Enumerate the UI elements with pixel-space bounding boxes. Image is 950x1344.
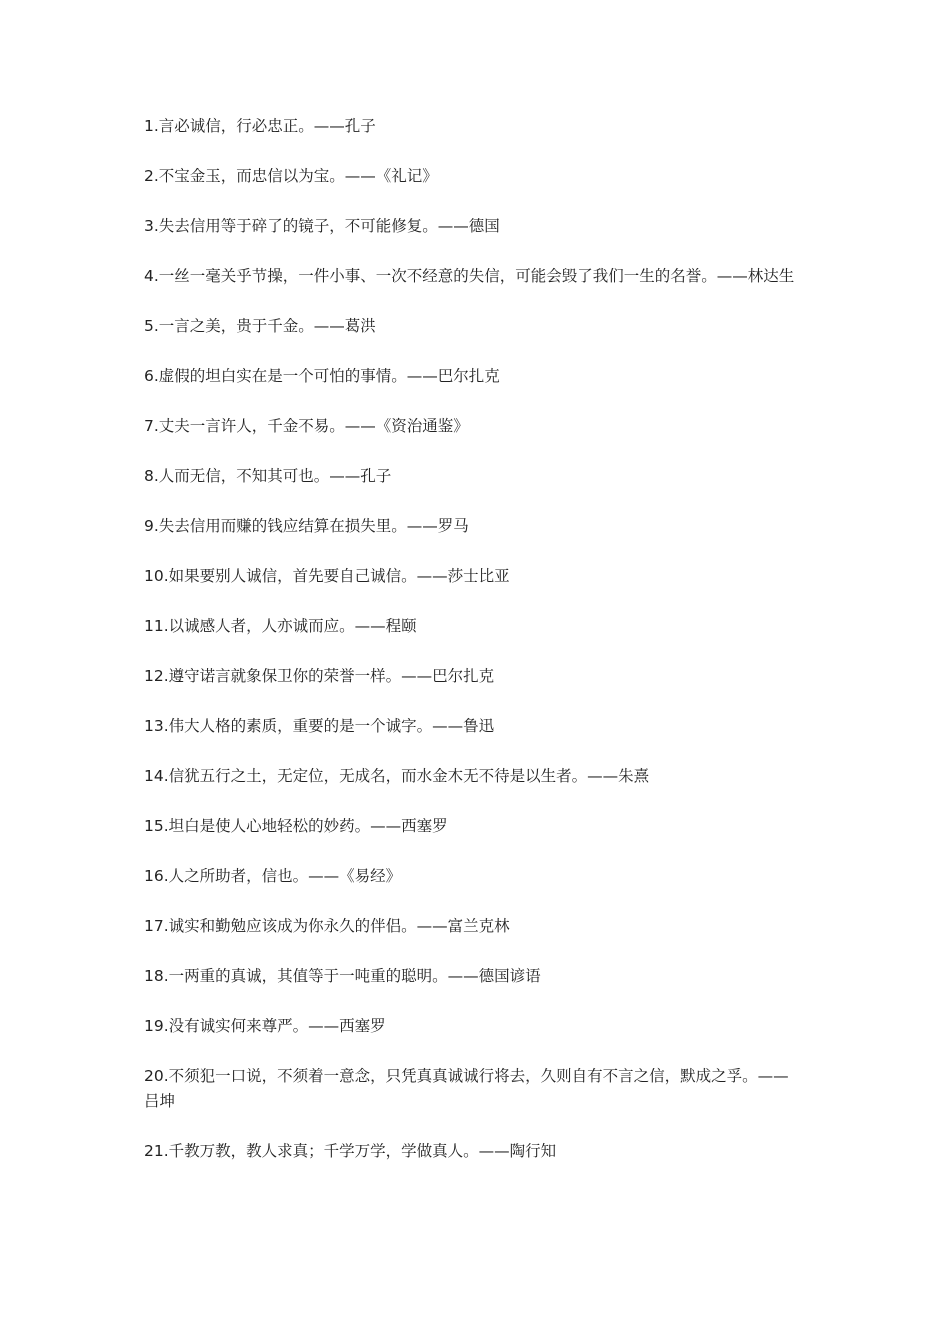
quote-item: 9.失去信用而赚的钱应结算在损失里。——罗马 bbox=[144, 517, 469, 535]
quote-item: 2.不宝金玉，而忠信以为宝。——《礼记》 bbox=[144, 167, 438, 185]
quote-item: 1.言必诚信，行必忠正。——孔子 bbox=[144, 117, 376, 135]
quote-item: 11.以诚感人者，人亦诚而应。——程颐 bbox=[144, 617, 417, 635]
quote-item: 6.虚假的坦白实在是一个可怕的事情。——巴尔扎克 bbox=[144, 367, 500, 385]
quote-item: 18.一两重的真诚，其值等于一吨重的聪明。——德国谚语 bbox=[144, 967, 541, 985]
quote-item: 10.如果要别人诚信，首先要自己诚信。——莎士比亚 bbox=[144, 567, 510, 585]
quote-item: 15.坦白是使人心地轻松的妙药。——西塞罗 bbox=[144, 817, 448, 835]
quote-item: 19.没有诚实何来尊严。——西塞罗 bbox=[144, 1017, 386, 1035]
quote-item: 14.信犹五行之土，无定位，无成名，而水金木无不待是以生者。——朱熹 bbox=[144, 767, 650, 785]
quote-item: 13.伟大人格的素质，重要的是一个诚字。——鲁迅 bbox=[144, 717, 495, 735]
document-body bbox=[144, 114, 804, 1189]
quote-item: 4.一丝一毫关乎节操，一件小事、一次不经意的失信，可能会毁了我们一生的名誉。——林达生 bbox=[144, 267, 795, 285]
quote-item: 3.失去信用等于碎了的镜子，不可能修复。——德国 bbox=[144, 217, 500, 235]
quote-item: 20.不须犯一口说，不须着一意念，只凭真真诚诚行将去，久则自有不言之信，默成之孚。——吕坤 bbox=[144, 1067, 789, 1110]
quote-item: 21.千教万教，教人求真；千学万学，学做真人。——陶行知 bbox=[144, 1141, 557, 1160]
quote-item: 8.人而无信，不知其可也。——孔子 bbox=[144, 467, 392, 485]
quote-item: 16.人之所助者，信也。——《易经》 bbox=[144, 867, 402, 885]
quote-item: 5.一言之美，贵于千金。——葛洪 bbox=[144, 317, 376, 335]
quote-item: 7.丈夫一言许人，千金不易。——《资治通鉴》 bbox=[144, 417, 469, 435]
quote-item: 12.遵守诺言就象保卫你的荣誉一样。——巴尔扎克 bbox=[144, 667, 495, 685]
quote-item: 17.诚实和勤勉应该成为你永久的伴侣。——富兰克林 bbox=[144, 917, 510, 935]
